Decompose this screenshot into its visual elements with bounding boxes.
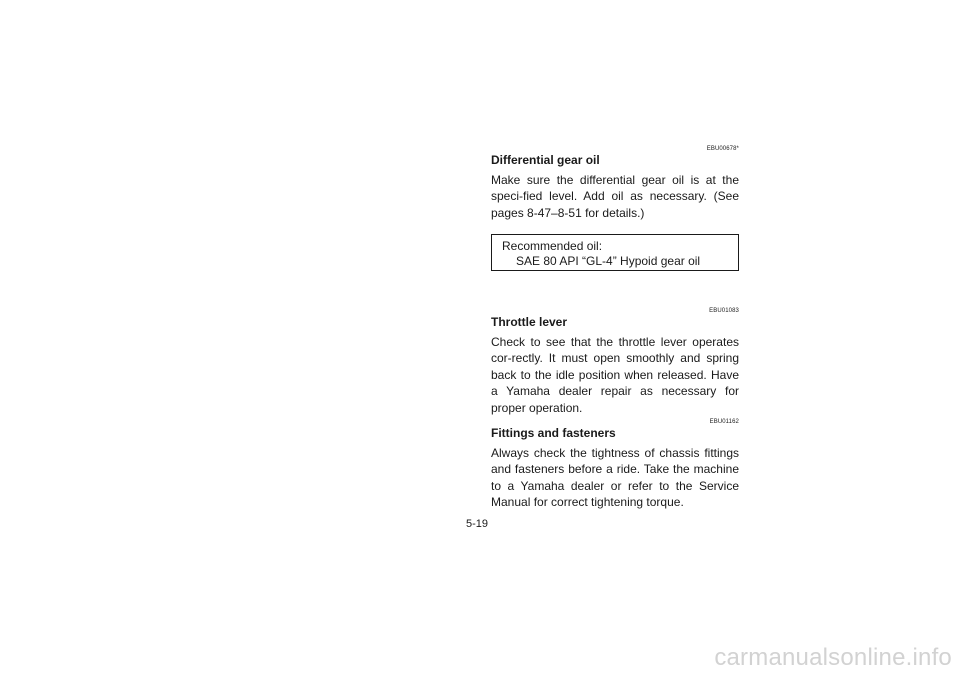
section-code: EBU01083 — [709, 308, 739, 314]
section-code: EBU01162 — [709, 419, 739, 425]
section-body: Make sure the differential gear oil is at the speci-fied level. Add oil as necessary. (See pages 8-47–8-51 for details.) — [491, 173, 739, 220]
spec-value: SAE 80 API “GL-4” Hypoid gear oil — [516, 254, 701, 269]
section-code: EBU00678* — [706, 146, 739, 152]
watermark: carmanualsonline.info — [714, 644, 952, 671]
recommended-oil-box — [491, 234, 739, 271]
spec-label: Recommended oil: — [502, 239, 603, 254]
section-fittings-and-fasteners — [491, 418, 739, 511]
page-number: 5-19 — [466, 518, 489, 530]
section-body: Check to see that the throttle lever operates cor-rectly. It must open smoothly and spring back to the idle position when released. Have a Yamaha dealer repair as necessary for proper operation. — [491, 335, 739, 415]
section-heading: Throttle lever — [491, 315, 568, 329]
section-heading: Fittings and fasteners — [491, 426, 616, 440]
section-body: Always check the tightness of chassis fittings and fasteners before a ride. Take the machine to a Yamaha dealer or refer to the Service Manual for correct tightening torque. — [491, 446, 739, 510]
section-throttle-lever — [491, 307, 739, 416]
section-heading: Differential gear oil — [491, 153, 600, 167]
section-differential-gear-oil — [491, 145, 739, 271]
